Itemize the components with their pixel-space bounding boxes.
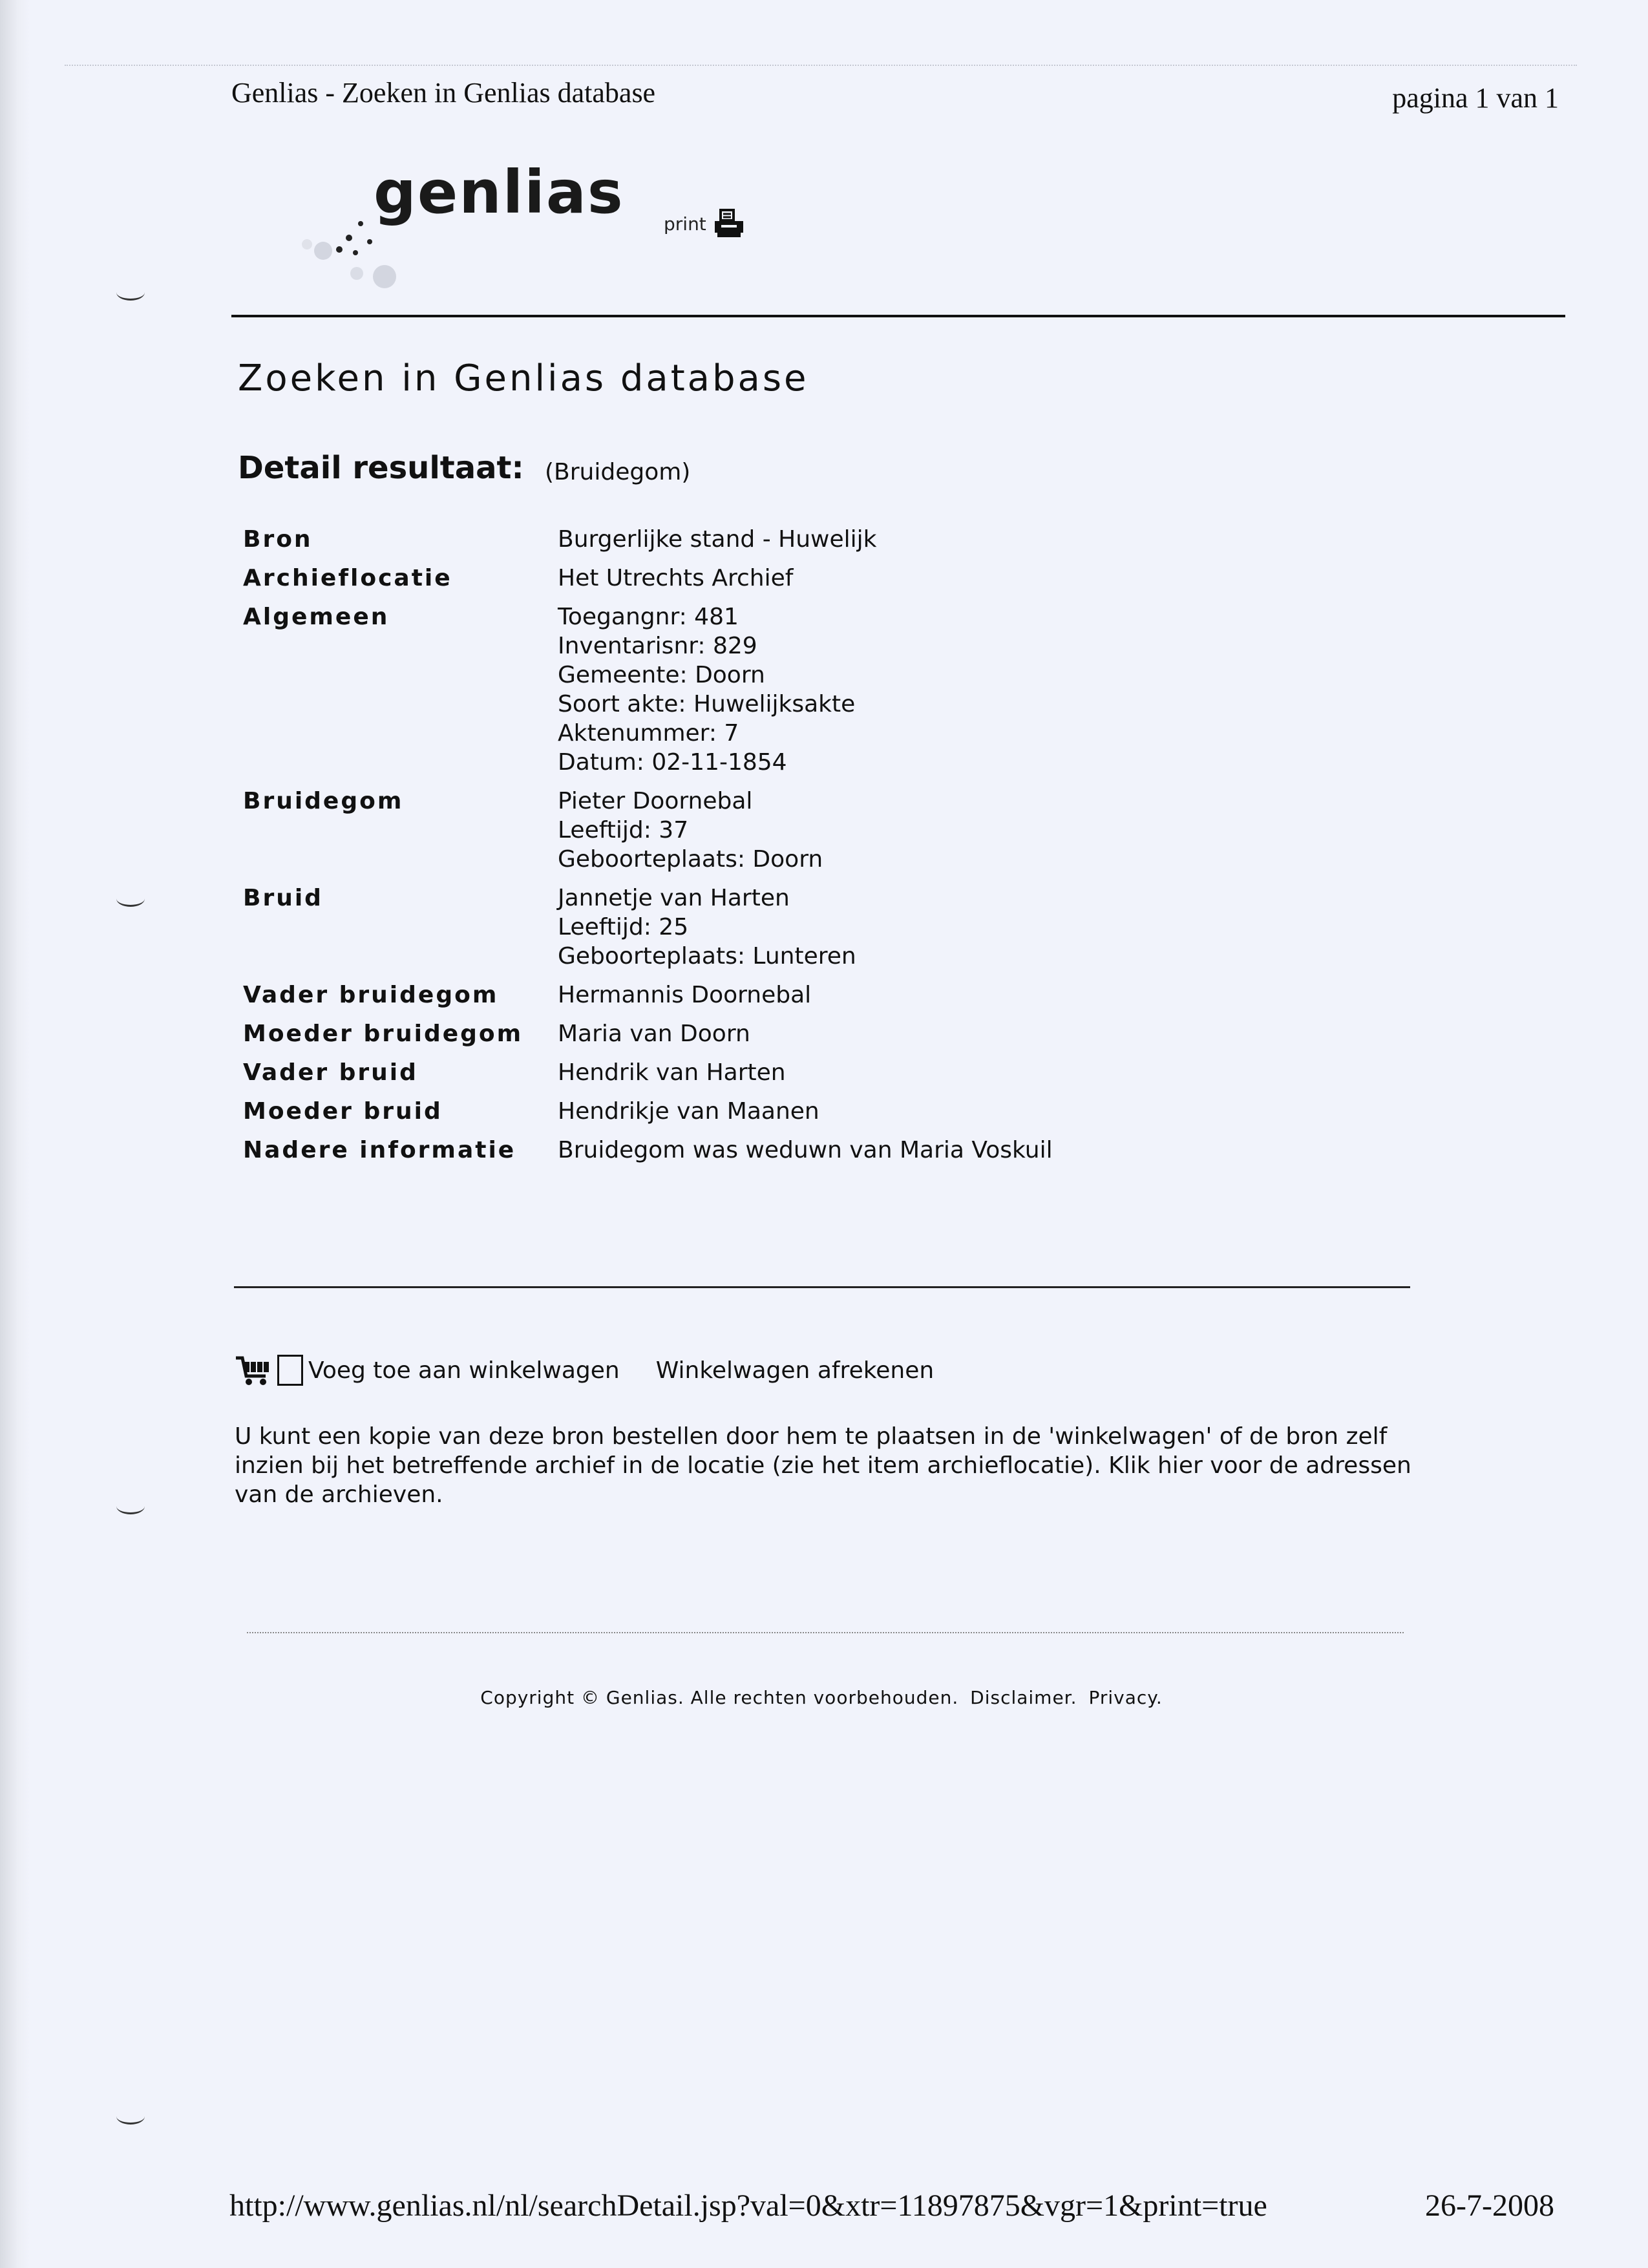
cart-actions (235, 1354, 934, 1386)
content-divider (234, 1286, 1410, 1288)
detail-row-value: Bruidegom was weduwn van Maria Voskuil (558, 1137, 1053, 1163)
detail-row-value: Geboorteplaats: Lunteren (558, 943, 856, 970)
detail-row-values (558, 525, 876, 554)
detail-row-label: Moeder bruid (243, 1098, 443, 1125)
page-title: Zoeken in Genlias database (238, 357, 809, 399)
detail-row (243, 1097, 1471, 1126)
detail-row (243, 602, 1471, 777)
detail-row-value: Leeftijd: 25 (558, 914, 689, 940)
detail-row-value: Pieter Doornebal (558, 788, 753, 814)
detail-row (243, 525, 1471, 554)
detail-title: Detail resultaat: (238, 450, 524, 486)
binder-mark (116, 284, 145, 301)
top-divider (65, 65, 1577, 66)
detail-row-values (558, 787, 823, 874)
detail-row-value: Geboorteplaats: Doorn (558, 846, 823, 873)
detail-row-value: Toegangnr: 481 (558, 604, 739, 630)
detail-row-values (558, 564, 793, 593)
detail-row-values (558, 884, 856, 971)
detail-row-value: Hendrikje van Maanen (558, 1098, 819, 1125)
detail-row-value: Soort akte: Huwelijksakte (558, 691, 856, 717)
detail-row-label: Bruidegom (243, 788, 404, 814)
detail-row-value: Burgerlijke stand - Huwelijk (558, 526, 877, 553)
print-footer-date: 26-7-2008 (1425, 2189, 1554, 2223)
detail-row-label: Nadere informatie (243, 1137, 516, 1163)
detail-row-label: Moeder bruidegom (243, 1021, 523, 1047)
header-divider (231, 315, 1565, 317)
genlias-logo[interactable] (284, 147, 624, 302)
detail-row-value: Hendrik van Harten (558, 1059, 786, 1086)
detail-row-values (558, 980, 811, 1010)
shopping-cart-icon[interactable] (235, 1354, 273, 1386)
privacy-link[interactable]: Privacy. (1088, 1687, 1163, 1708)
copyright-text: Copyright © Genlias. Alle rechten voorbehouden. (480, 1687, 959, 1708)
detail-row-value: Inventarisnr: 829 (558, 633, 757, 659)
detail-row-value: Gemeente: Doorn (558, 662, 765, 688)
detail-row (243, 1058, 1471, 1087)
footer-divider (247, 1632, 1404, 1633)
detail-row-value: Datum: 02-11-1854 (558, 749, 787, 776)
detail-row-value: Hermannis Doornebal (558, 982, 812, 1008)
detail-row-value: Jannetje van Harten (558, 885, 790, 911)
detail-row (243, 564, 1471, 593)
detail-row (243, 1136, 1471, 1165)
detail-row (243, 980, 1471, 1010)
detail-row-value: Maria van Doorn (558, 1021, 750, 1047)
binder-mark (116, 2108, 145, 2125)
scan-edge (0, 0, 30, 2268)
disclaimer-link[interactable]: Disclaimer. (970, 1687, 1077, 1708)
detail-subtitle: (Bruidegom) (545, 459, 691, 485)
order-info-text: U kunt een kopie van deze bron bestellen door hem te plaatsen in de 'winkelwagen' of de bron zelf inzien bij het betreffende archief in de locatie (zie het item archieflocatie). Klik hier voor de adressen van de archieven. (235, 1423, 1411, 1508)
detail-row-label: Vader bruidegom (243, 982, 499, 1008)
detail-table (243, 525, 1471, 1174)
logo-text: genlias (374, 158, 624, 227)
detail-row (243, 787, 1471, 874)
detail-row-label: Algemeen (243, 604, 390, 630)
detail-row-label: Archieflocatie (243, 565, 452, 591)
detail-row-label: Vader bruid (243, 1059, 418, 1086)
detail-row-values (558, 1058, 786, 1087)
print-page-indicator: pagina 1 van 1 (1392, 82, 1559, 114)
add-to-cart-checkbox[interactable] (277, 1355, 303, 1386)
print-header-title: Genlias - Zoeken in Genlias database (231, 77, 656, 109)
detail-row-values (558, 602, 855, 777)
detail-row-value: Leeftijd: 37 (558, 817, 689, 843)
print-label: print (664, 213, 706, 235)
detail-row-label: Bruid (243, 885, 323, 911)
binder-mark (116, 891, 145, 907)
detail-row-values (558, 1019, 750, 1048)
detail-row-value: Aktenummer: 7 (558, 720, 739, 747)
detail-row-value: Het Utrechts Archief (558, 565, 794, 591)
detail-row-values (558, 1097, 819, 1126)
footer (0, 1687, 1648, 1708)
printer-icon (713, 208, 745, 239)
detail-row (243, 884, 1471, 971)
detail-row-values (558, 1136, 1053, 1165)
print-button[interactable] (664, 208, 745, 239)
print-footer-url: http://www.genlias.nl/nl/searchDetail.jsp?val=0&xtr=11897875&vgr=1&print=true (229, 2189, 1267, 2223)
detail-row (243, 1019, 1471, 1048)
checkout-link[interactable]: Winkelwagen afrekenen (655, 1357, 935, 1384)
detail-row-label: Bron (243, 526, 313, 553)
binder-mark (116, 1498, 145, 1514)
add-to-cart-link[interactable]: Voeg toe aan winkelwagen (308, 1357, 620, 1384)
